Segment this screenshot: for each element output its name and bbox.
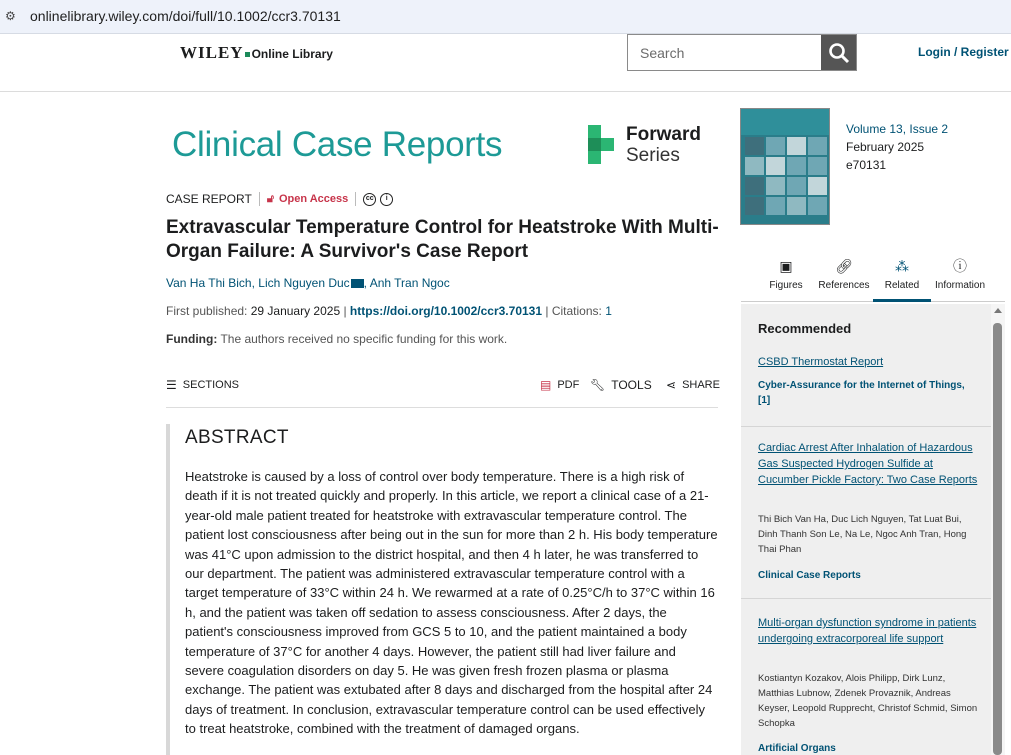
citations-count[interactable]: 1 [605, 304, 612, 318]
tools-label: TOOLS [611, 378, 652, 392]
funding-label: Funding: [166, 332, 218, 346]
recommended-item-title[interactable]: CSBD Thermostat Report [758, 356, 884, 368]
tab-references[interactable] [815, 256, 873, 302]
wrench-icon: 🔧︎ [590, 378, 606, 392]
tab-related[interactable] [873, 256, 931, 302]
pdf-label: PDF [557, 379, 580, 391]
author-list: Van Ha Thi Bich, Lich Nguyen Duc , Anh Tran Ngoc [166, 276, 450, 290]
forward-title: Forward [626, 124, 701, 145]
issue-date: February 2025 [846, 140, 925, 154]
list-icon: ☰ [166, 378, 177, 392]
tab-information[interactable] [931, 256, 989, 302]
first-published-label: First published: [166, 304, 248, 318]
recommended-item-source[interactable]: Artificial Organs [758, 743, 836, 754]
sidebar-tabs [741, 256, 1005, 302]
sections-button[interactable] [166, 378, 239, 392]
divider [355, 192, 356, 206]
recommended-item-authors: Thi Bich Van Ha, Duc Lich Nguyen, Tat Luat Bui, Dinh Thanh Son Le, Na Le, Ngoc Anh Tran, Hong Thai Phan [758, 514, 967, 555]
divider [741, 598, 991, 599]
recommended-heading: Recommended [758, 321, 852, 336]
cover-grid [745, 137, 827, 215]
article-toolbar [166, 376, 718, 408]
abstract-heading: ABSTRACT [185, 427, 289, 448]
article-title: Extravascular Temperature Control for Heatstroke With Multi-Organ Failure: A Survivor's Case Report [166, 217, 719, 262]
journal-title[interactable]: Clinical Case Reports [172, 125, 503, 164]
funding-statement [166, 332, 507, 346]
wiley-logo[interactable] [180, 43, 333, 63]
recommended-item-source[interactable]: Cyber-Assurance for the Internet of Things, [1] [758, 380, 965, 406]
pdf-icon: ▤ [540, 378, 552, 392]
article-meta-row [166, 192, 397, 206]
recommended-item-source[interactable]: Clinical Case Reports [758, 570, 861, 581]
site-info-icon[interactable]: ⚙ [5, 9, 16, 23]
tools-button[interactable] [590, 378, 652, 392]
sidebar-scrollbar[interactable] [991, 304, 1005, 755]
recommended-item-title[interactable]: Cardiac Arrest After Inhalation of Hazardous Gas Suspected Hydrogen Sulfide at Cucumber Pickle Factory: Two Case Reports [758, 442, 978, 486]
link-icon: 🔗︎ [835, 258, 853, 274]
scroll-up-arrow-icon[interactable] [994, 308, 1002, 313]
citations-label: Citations: [551, 304, 602, 318]
recommended-item-authors: Kostiantyn Kozakov, Alois Philipp, Dirk Lunz, Matthias Lubnow, Zdenek Provaznik, Andreas Keyser, Leopold Rupprecht, Christof Schmid, Simon Schopka [758, 673, 978, 729]
info-icon: ⓘ [953, 258, 967, 274]
attribution-icon[interactable]: i [380, 193, 393, 206]
logo-dot [245, 52, 250, 57]
login-register-link[interactable]: Login / Register [918, 45, 1009, 59]
pdf-button[interactable] [540, 378, 579, 392]
share-icon: ⋖ [666, 378, 677, 392]
series-title: Series [626, 145, 680, 166]
journal-cover-image[interactable] [740, 108, 830, 225]
related-icon: ⁂ [895, 258, 909, 274]
sections-label: SECTIONS [182, 379, 239, 391]
open-lock-icon: 🔓︎ [266, 192, 274, 205]
issue-info [846, 120, 948, 174]
scrollbar-thumb[interactable] [993, 323, 1002, 755]
abstract-section [166, 424, 718, 755]
forward-series-label [626, 124, 701, 166]
forward-series-logo-icon [588, 125, 630, 165]
article-id: e70131 [846, 158, 887, 172]
logo-brand: WILEY [180, 43, 244, 62]
tab-label: Related [884, 280, 920, 291]
open-access-label: Open Access [278, 193, 349, 205]
logo-sub: Online Library [251, 47, 333, 61]
author-link[interactable]: Anh Tran Ngoc [369, 276, 450, 290]
divider: | [343, 304, 350, 318]
divider: | [545, 304, 552, 318]
share-button[interactable] [666, 378, 720, 392]
volume-issue-link[interactable]: Volume 13, Issue 2 [846, 122, 949, 136]
open-access-badge [267, 193, 348, 206]
url-text[interactable]: onlinelibrary.wiley.com/doi/full/10.1002/ccr3.70131 [30, 8, 341, 24]
divider [259, 192, 260, 206]
creative-commons-icon[interactable]: cc [363, 193, 376, 206]
email-icon[interactable] [351, 279, 364, 288]
first-published-date: 29 January 2025 [250, 304, 341, 318]
tab-label: Figures [769, 280, 803, 291]
author-link[interactable]: Van Ha Thi Bich [166, 276, 252, 290]
search-icon [827, 41, 851, 65]
share-label: SHARE [682, 379, 720, 391]
recommended-panel [741, 304, 991, 755]
tab-figures[interactable] [757, 256, 815, 302]
article-type: CASE REPORT [166, 192, 252, 206]
search-button[interactable] [821, 35, 856, 70]
image-icon: ▣ [779, 258, 793, 274]
recommended-item-title[interactable]: Multi-organ dysfunction syndrome in patients undergoing extracorporeal life support [758, 617, 977, 645]
doi-link[interactable]: https://doi.org/10.1002/ccr3.70131 [349, 304, 543, 318]
author-link[interactable]: Lich Nguyen Duc [258, 276, 350, 290]
search-box [627, 34, 857, 71]
browser-address-bar[interactable] [0, 0, 1011, 34]
divider [741, 426, 991, 427]
abstract-text: Heatstroke is caused by a loss of control over body temperature. There is a high risk of death if it is not treated quickly and properly. In this article, we report a clinical case of a 21-year-old male patient treated for heatstroke with extravascular temperature control. The patient lost consciousness after being out in the sun for more than 2 h. His body temperature was 41°C upon admission to the district hospital, and then 4 h later, he was transferred to our department. The patient was administered extravascular temperature control with a target temperature of 33°C within 24 h. We rewarmed at a rate of 0.25°C/h to 37°C within 16 h, and the patient was taken off sedation to assess consciousness. After 2 days, the patient's consciousness improved from GCS 5 to 10, and the patient maintained a body temperature of 37°C for another 4 days. However, the patient still had liver failure and severe coagulation disorders on day 5. He was given fresh frozen plasma or plasma exchange. The patient was extubated after 8 days and discharged from the hospital after 24 days of treatment. In conclusion, extravascular temperature control can be used effectively to treat heatstroke, combined with the treatment of damaged organs. [185, 469, 718, 737]
search-input[interactable] [628, 35, 822, 70]
cover-band [741, 109, 830, 135]
tab-label: Information [934, 280, 986, 291]
site-header [0, 34, 1011, 92]
publication-info [166, 304, 612, 318]
funding-text: The authors received no specific funding for this work. [220, 332, 508, 346]
tab-label: References [818, 280, 870, 291]
